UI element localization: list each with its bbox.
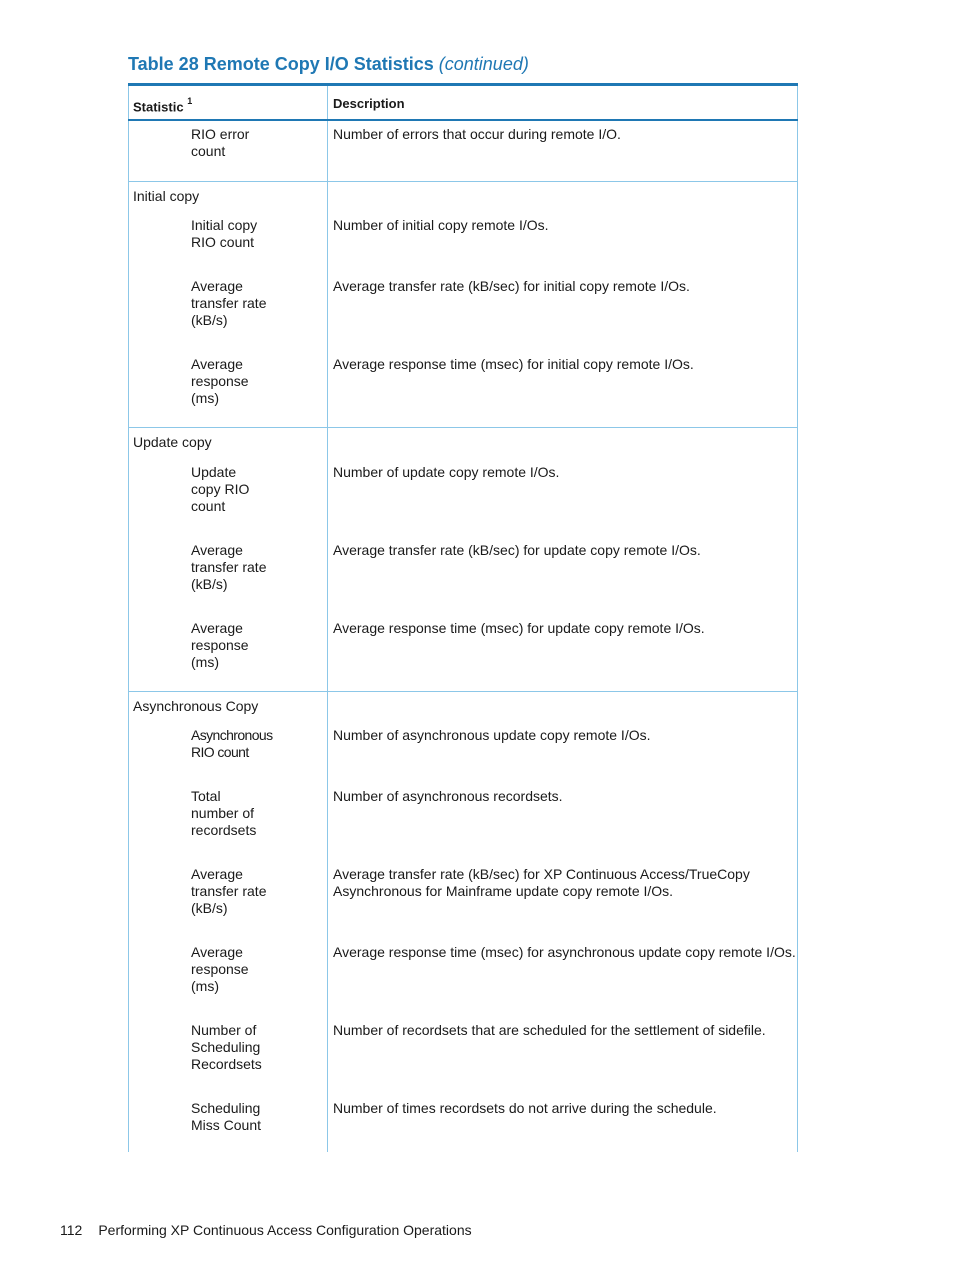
stat-total-recordsets: Total number of recordsets: [191, 788, 257, 838]
table-caption: [128, 54, 529, 75]
table-border-right: [797, 86, 798, 1152]
column-header-statistic-label: Statistic: [133, 99, 184, 115]
page-footer: [60, 1222, 472, 1238]
header-rule: [128, 119, 798, 121]
stat-scheduling-recordsets: Number of Scheduling Recordsets: [191, 1022, 262, 1072]
group-label-initial-copy: Initial copy: [133, 188, 200, 204]
desc-update-copy-transfer-rate: Average transfer rate (kB/sec) for update copy remote I/Os.: [333, 542, 701, 558]
group-label-asynchronous-copy: Asynchronous Copy: [133, 698, 259, 714]
stat-update-copy-transfer-rate: Average transfer rate (kB/s): [191, 542, 267, 592]
desc-asynchronous-transfer-rate: Average transfer rate (kB/sec) for XP Continuous Access/TrueCopy Asynchronous for Mainframe update copy remote I/Os.: [333, 866, 750, 899]
stat-initial-copy-response: Average response (ms): [191, 356, 249, 406]
footer-section-title: Performing XP Continuous Access Configuration Operations: [98, 1222, 472, 1238]
column-header-description: Description: [333, 96, 405, 111]
group-divider: [128, 181, 798, 182]
desc-asynchronous-response: Average response time (msec) for asynchronous update copy remote I/Os.: [333, 944, 796, 960]
desc-initial-copy-transfer-rate: Average transfer rate (kB/sec) for initial copy remote I/Os.: [333, 278, 690, 294]
statistics-table: [128, 83, 798, 1152]
table-caption-title: Table 28 Remote Copy I/O Statistics: [128, 54, 434, 74]
stat-update-copy-response: Average response (ms): [191, 620, 249, 670]
desc-initial-copy-rio-count: Number of initial copy remote I/Os.: [333, 217, 549, 233]
group-label-update-copy: Update copy: [133, 434, 212, 450]
stat-rio-error-count: RIO error count: [191, 126, 250, 159]
table-column-divider: [327, 86, 328, 1152]
stat-update-copy-rio-count: Update copy RIO count: [191, 464, 250, 514]
desc-rio-error-count: Number of errors that occur during remote I/O.: [333, 126, 621, 142]
table-caption-continued: (continued): [438, 54, 529, 74]
table-border-left: [128, 86, 129, 1152]
group-divider: [128, 691, 798, 692]
column-header-statistic: [133, 95, 192, 115]
desc-asynchronous-rio-count: Number of asynchronous update copy remote I/Os.: [333, 727, 651, 743]
stat-scheduling-miss-count: Scheduling Miss Count: [191, 1100, 262, 1133]
desc-total-recordsets: Number of asynchronous recordsets.: [333, 788, 563, 804]
desc-scheduling-recordsets: Number of recordsets that are scheduled for the settlement of sidefile.: [333, 1022, 766, 1038]
group-divider: [128, 427, 798, 428]
footnote-ref: 1: [187, 96, 193, 106]
desc-scheduling-miss-count: Number of times recordsets do not arrive during the schedule.: [333, 1100, 717, 1116]
desc-update-copy-response: Average response time (msec) for update copy remote I/Os.: [333, 620, 705, 636]
stat-initial-copy-rio-count: Initial copy RIO count: [191, 217, 258, 250]
page-number: 112: [60, 1222, 83, 1238]
stat-initial-copy-transfer-rate: Average transfer rate (kB/s): [191, 278, 267, 328]
stat-asynchronous-transfer-rate: Average transfer rate (kB/s): [191, 866, 267, 916]
stat-asynchronous-response: Average response (ms): [191, 944, 249, 994]
desc-initial-copy-response: Average response time (msec) for initial copy remote I/Os.: [333, 356, 694, 372]
desc-update-copy-rio-count: Number of update copy remote I/Os.: [333, 464, 560, 480]
stat-asynchronous-rio-count: Asynchronous RIO count: [191, 727, 273, 760]
